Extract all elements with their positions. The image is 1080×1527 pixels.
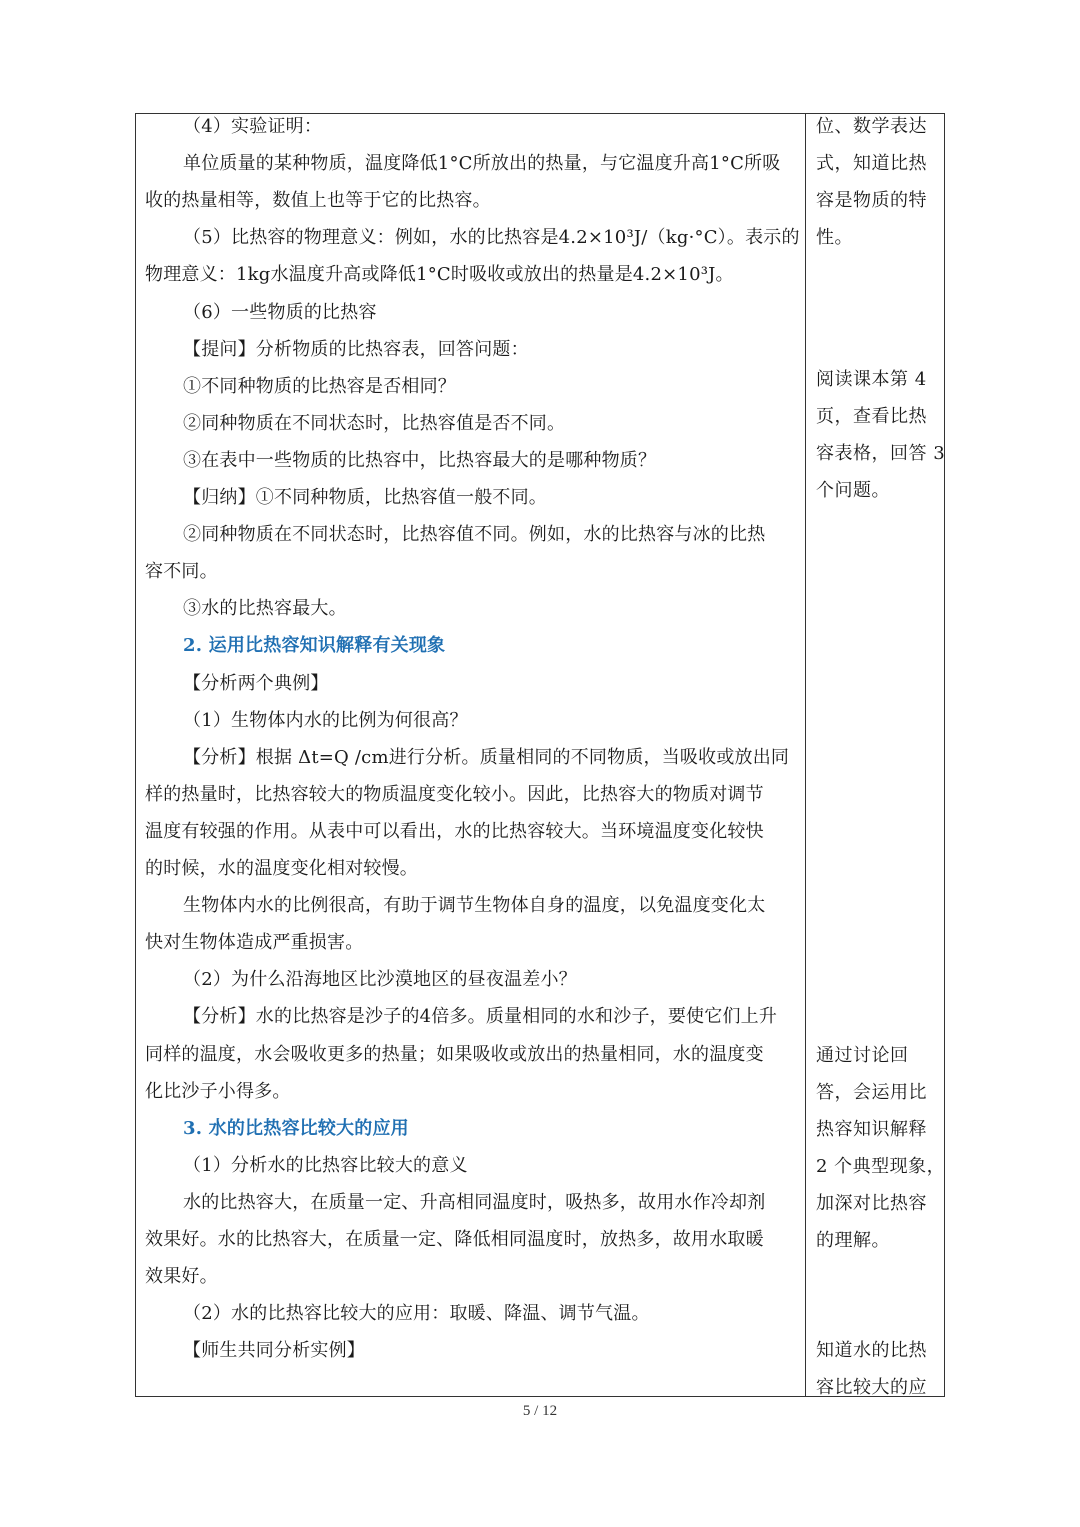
- text-line: 效果好。水的比热容大，在质量一定、降低相同温度时，放热多，故用水取暖: [145, 1229, 764, 1250]
- text-line: 效果好。: [145, 1266, 218, 1288]
- side-note-line: 页，查看比热: [816, 405, 927, 427]
- text-line: 的时候，水的温度变化相对较慢。: [145, 858, 418, 879]
- text-line: ③水的比热容最大。: [183, 598, 347, 620]
- side-note-line: 个问题。: [816, 480, 890, 501]
- text-line: （5）比热容的物理意义：例如，水的比热容是4.2×10³J/（kg·°C）。表示的: [183, 227, 800, 249]
- text-line: 水的比热容大，在质量一定、升高相同温度时，吸热多，故用水作冷却剂: [183, 1191, 766, 1213]
- text-line: 【分析两个典例】: [183, 672, 329, 694]
- side-note-line: 的理解。: [816, 1230, 890, 1251]
- side-note-line: 式，知道比热: [816, 153, 927, 175]
- side-note-line: 容比较大的应: [816, 1377, 927, 1399]
- section-heading: 2. 运用比热容知识解释有关现象: [183, 635, 446, 657]
- text-line: ②同种物质在不同状态时，比热容值不同。例如，水的比热容与冰的比热: [183, 524, 766, 546]
- text-line: 化比沙子小得多。: [145, 1080, 291, 1102]
- text-line: （4）实验证明：: [183, 116, 323, 137]
- side-note-line: 知道水的比热: [816, 1340, 927, 1362]
- side-note-line: 性。: [816, 227, 853, 249]
- side-note-line: 答，会运用比: [816, 1081, 927, 1103]
- side-note-line: 通过讨论回: [816, 1044, 909, 1066]
- text-line: 【归纳】①不同种物质，比热容值一般不同。: [183, 487, 547, 508]
- text-line: 【师生共同分析实例】: [183, 1340, 365, 1362]
- side-note-line: 热容知识解释: [816, 1118, 927, 1140]
- text-line: 快对生物体造成严重损害。: [145, 932, 364, 954]
- side-note-line: 容表格，回答 3: [816, 442, 946, 464]
- side-note-line: 位、数学表达: [816, 116, 927, 137]
- section-heading: 3. 水的比热容比较大的应用: [183, 1117, 409, 1139]
- text-line: 【分析】水的比热容是沙子的4倍多。质量相同的水和沙子，要使它们上升: [183, 1006, 778, 1028]
- page-number: 5 / 12: [522, 1403, 558, 1419]
- text-line: （6）一些物质的比热容: [183, 301, 377, 323]
- text-line: （1）分析水的比热容比较大的意义: [183, 1154, 468, 1176]
- side-note-line: 2 个典型现象，: [816, 1155, 946, 1177]
- text-line: 同样的温度，水会吸收更多的热量；如果吸收或放出的热量相同，水的温度变: [145, 1043, 764, 1065]
- text-line: 物理意义：1kg水温度升高或降低1°C时吸收或放出的热量是4.2×10³J。: [145, 264, 734, 286]
- side-note-line: 容是物质的特: [816, 190, 927, 212]
- text-line: ②同种物质在不同状态时，比热容值是否不同。: [183, 412, 566, 434]
- side-note-line: 阅读课本第 4: [816, 368, 927, 390]
- side-note-line: 加深对比热容: [816, 1192, 927, 1214]
- text-line: 容不同。: [145, 561, 218, 583]
- text-line: ③在表中一些物质的比热容中，比热容最大的是哪种物质？: [183, 449, 657, 471]
- text-line: 生物体内水的比例很高，有助于调节生物体自身的温度，以免温度变化太: [183, 895, 766, 917]
- text-line: 单位质量的某种物质，温度降低1°C所放出的热量，与它温度升高1°C所吸: [183, 153, 781, 175]
- text-line: 【分析】根据 Δt=Q /cm进行分析。质量相同的不同物质，当吸收或放出同: [183, 746, 790, 768]
- text-line: （2）水的比热容比较大的应用：取暖、降温、调节气温。: [183, 1303, 650, 1325]
- text-line: 温度有较强的作用。从表中可以看出，水的比热容较大。当环境温度变化较快: [145, 820, 764, 842]
- column-divider: [805, 113, 806, 1397]
- text-line: ①不同种物质的比热容是否相同？: [183, 375, 456, 397]
- text-line: 收的热量相等，数值上也等于它的比热容。: [145, 190, 491, 212]
- text-line: （2）为什么沿海地区比沙漠地区的昼夜温差小？: [183, 969, 577, 991]
- text-line: 样的热量时，比热容较大的物质温度变化较小。因此，比热容大的物质对调节: [145, 783, 764, 805]
- text-line: （1）生物体内水的比例为何很高？: [183, 709, 468, 731]
- text-line: 【提问】分析物质的比热容表，回答问题：: [183, 338, 529, 360]
